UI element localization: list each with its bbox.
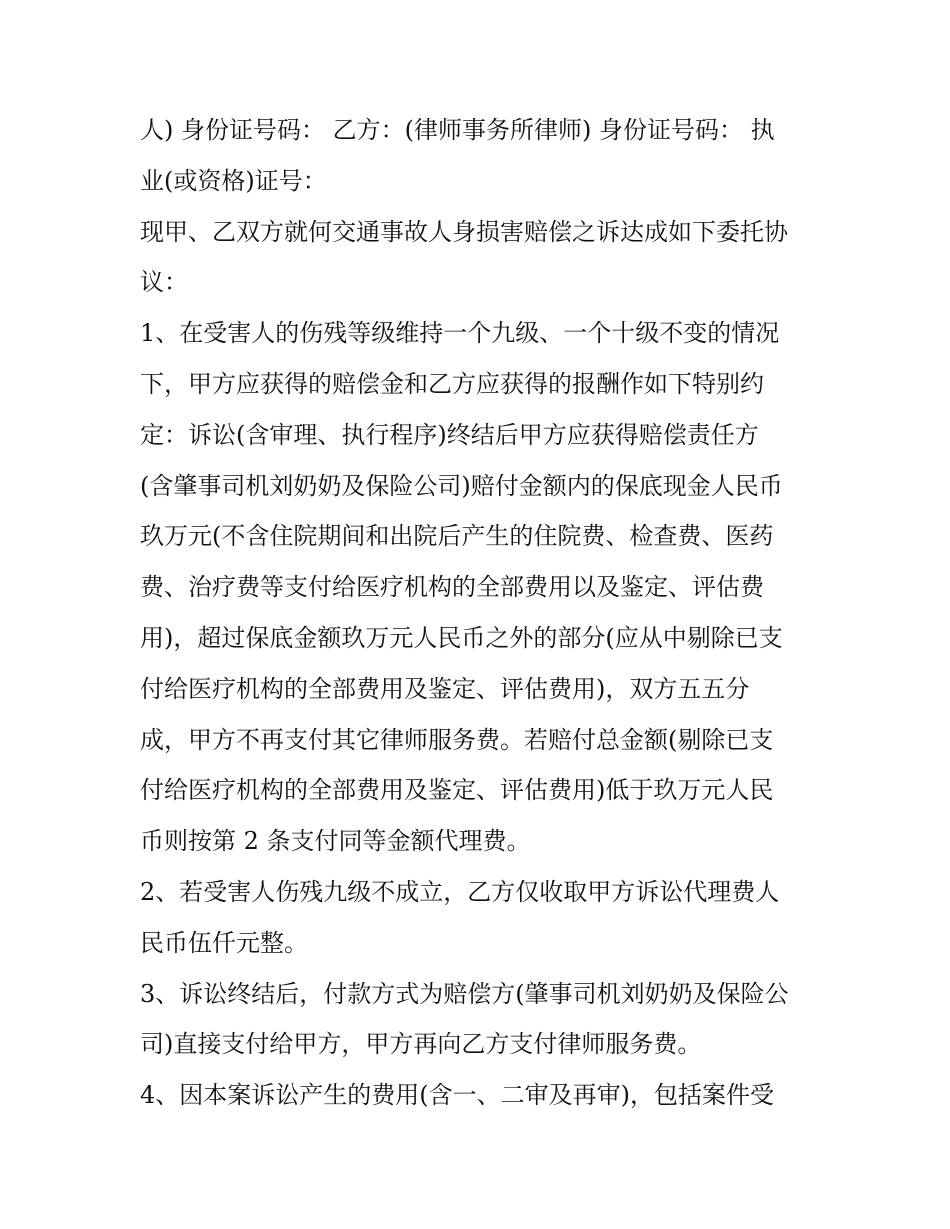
text-line-14: 付给医疗机构的全部费用及鉴定、评估费用)低于玖万元人民 — [140, 776, 774, 805]
text-line-2: 业(或资格)证号： — [140, 166, 327, 195]
text-line-5: 1、在受害人的伤残等级维持一个九级、一个十级不变的情况 — [140, 319, 780, 348]
text-line-10: 费、治疗费等支付给医疗机构的全部费用以及鉴定、评估费 — [140, 573, 764, 602]
text-line-9: 玖万元(不含住院期间和出院后产生的住院费、检查费、医药 — [140, 522, 774, 551]
text-line-12: 付给医疗机构的全部费用及鉴定、评估费用)，双方五五分 — [140, 674, 750, 703]
text-line-18: 3、诉讼终结后，付款方式为赔偿方(肇事司机刘奶奶及保险公 — [140, 979, 789, 1008]
text-line-6: 下，甲方应获得的赔偿金和乙方应获得的报酬作如下特别约 — [140, 369, 764, 398]
document-body — [140, 105, 820, 1121]
text-line-3: 现甲、乙双方就何交通事故人身损害赔偿之诉达成如下委托协 — [140, 217, 788, 246]
text-line-15: 币则按第 2 条支付同等金额代理费。 — [140, 827, 531, 856]
text-line-19: 司)直接支付给甲方，甲方再向乙方支付律师服务费。 — [140, 1030, 702, 1059]
text-line-1: 人) 身份证号码： 乙方：(律师事务所律师) 身份证号码： 执 — [140, 116, 775, 144]
text-line-20: 4、因本案诉讼产生的费用(含一、二审及再审)，包括案件受 — [140, 1081, 774, 1110]
text-line-4: 议： — [140, 268, 188, 297]
text-line-17: 民币伍仟元整。 — [140, 928, 308, 957]
text-line-13: 成，甲方不再支付其它律师服务费。若赔付总金额(剔除已支 — [140, 725, 774, 754]
text-line-16: 2、若受害人伤残九级不成立，乙方仅收取甲方诉讼代理费人 — [140, 877, 780, 906]
text-line-7: 定：诉讼(含审理、执行程序)终结后甲方应获得赔偿责任方 — [140, 420, 759, 449]
text-line-11: 用)，超过保底金额玖万元人民币之外的部分(应从中剔除已支 — [140, 623, 783, 652]
text-line-8: (含肇事司机刘奶奶及保险公司)赔付金额内的保底现金人民币 — [140, 471, 783, 500]
